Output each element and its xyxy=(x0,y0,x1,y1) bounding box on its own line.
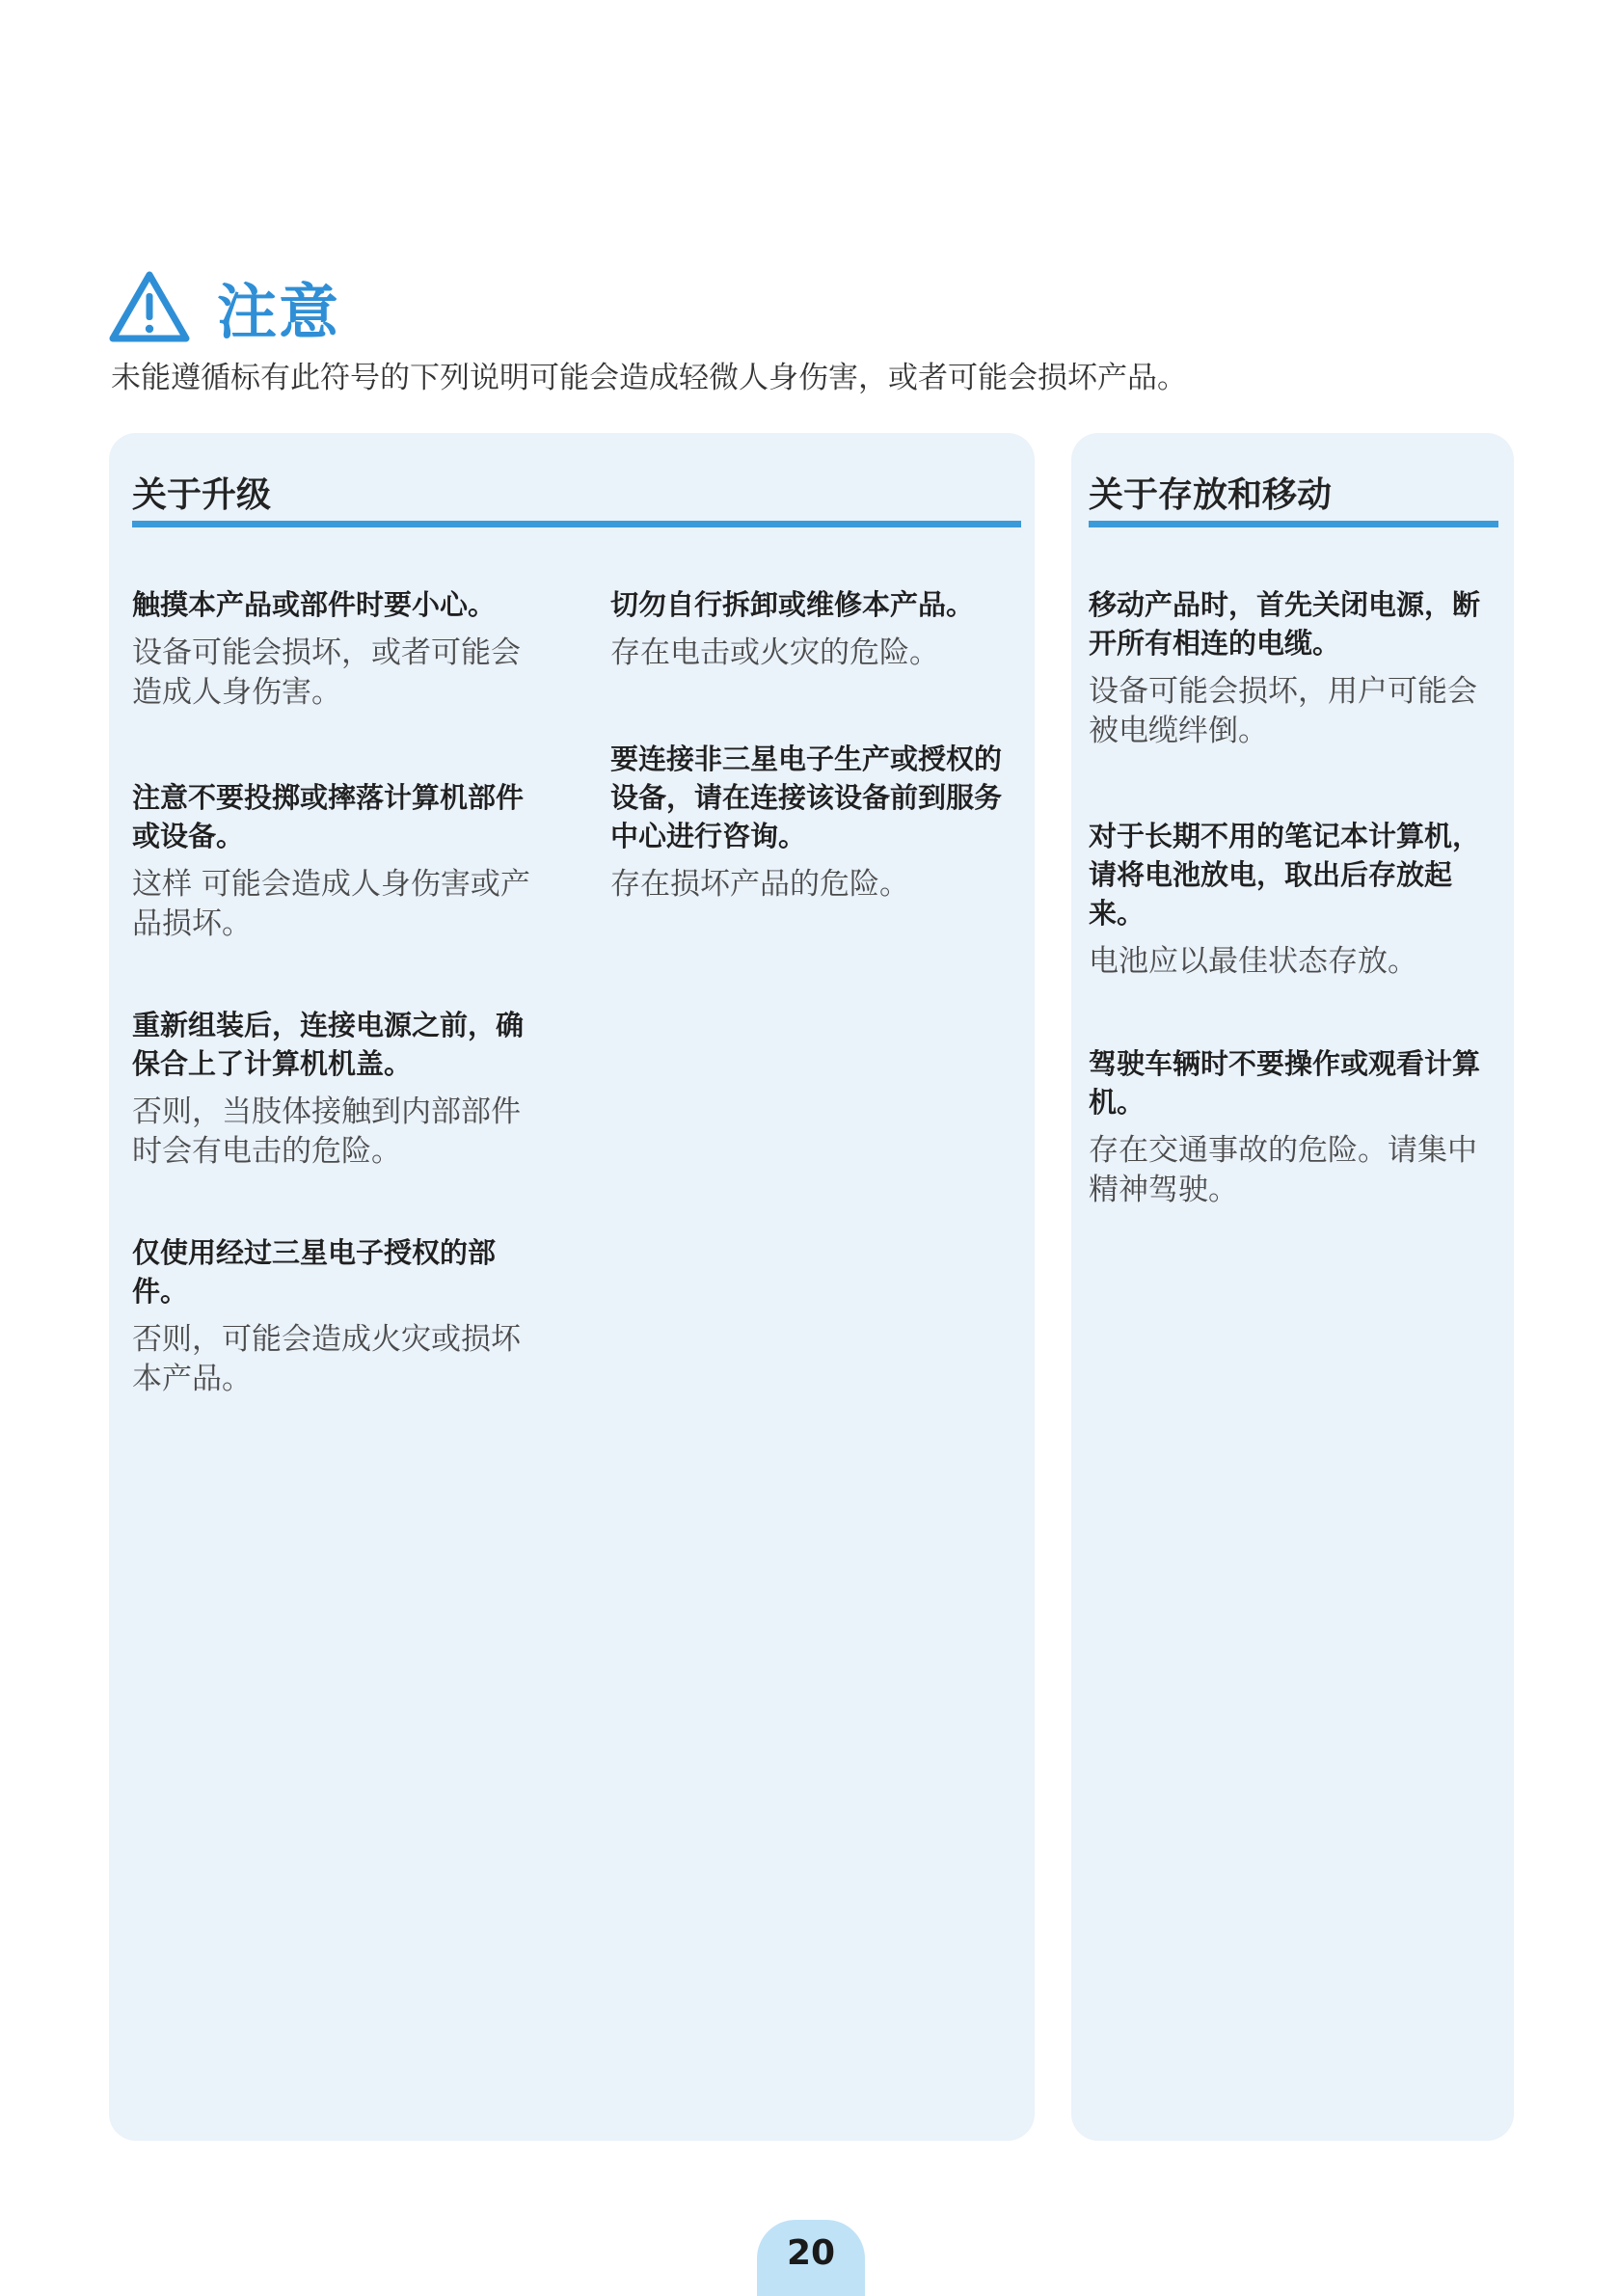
item-heading: 注意不要投掷或摔落计算机部件或设备。 xyxy=(132,781,525,852)
item-text: 存在交通事故的危险。请集中精神驾驶。 xyxy=(1089,1133,1477,1207)
warning-triangle-icon xyxy=(109,270,190,343)
item-text: 电池应以最佳状态存放。 xyxy=(1089,944,1417,979)
page-number-badge xyxy=(757,2220,865,2296)
storage-item-1 xyxy=(1089,585,1498,751)
upgrade-item-5 xyxy=(610,585,1015,673)
item-heading: 驾驶车辆时不要操作或观看计算机。 xyxy=(1089,1047,1481,1119)
storage-item-2 xyxy=(1089,817,1498,982)
upgrade-item-3 xyxy=(132,1006,547,1172)
upgrade-panel xyxy=(109,433,1035,2141)
item-heading: 仅使用经过三星电子授权的部件。 xyxy=(132,1236,497,1308)
item-heading: 触摸本产品或部件时要小心。 xyxy=(132,588,497,621)
item-text: 设备可能会损坏，用户可能会被电缆绊倒。 xyxy=(1089,674,1477,748)
caution-subtitle: 未能遵循标有此符号的下列说明可能会造成轻微人身伤害，或者可能会损坏产品。 xyxy=(111,361,1187,395)
item-heading: 对于长期不用的笔记本计算机，请将电池放电，取出后存放起来。 xyxy=(1089,820,1481,930)
item-heading: 要连接非三星电子生产或授权的设备，请在连接该设备前到服务中心进行咨询。 xyxy=(610,743,1003,852)
upgrade-title-rule xyxy=(132,521,1021,527)
upgrade-item-4 xyxy=(132,1233,547,1399)
upgrade-panel-title: 关于升级 xyxy=(132,475,272,515)
storage-item-3 xyxy=(1089,1044,1498,1210)
item-text: 存在电击或火灾的危险。 xyxy=(610,635,939,670)
upgrade-item-1 xyxy=(132,585,547,713)
upgrade-item-6 xyxy=(610,740,1015,905)
item-text: 否则，可能会造成火灾或损坏本产品。 xyxy=(132,1322,521,1396)
item-text: 这样 可能会造成人身伤害或产品损坏。 xyxy=(132,867,530,941)
item-heading: 移动产品时，首先关闭电源，断开所有相连的电缆。 xyxy=(1089,588,1481,660)
page-number: 20 xyxy=(786,2233,836,2273)
item-text: 设备可能会损坏，或者可能会造成人身伤害。 xyxy=(132,635,521,710)
storage-panel xyxy=(1071,433,1514,2141)
item-heading: 切勿自行拆卸或维修本产品。 xyxy=(610,588,975,621)
storage-title-rule xyxy=(1089,521,1498,527)
storage-panel-title: 关于存放和移动 xyxy=(1089,475,1333,515)
caution-title: 注意 xyxy=(217,276,341,347)
item-text: 存在损坏产品的危险。 xyxy=(610,867,909,902)
item-text: 否则，当肢体接触到内部部件时会有电击的危险。 xyxy=(132,1094,521,1169)
caution-header xyxy=(109,268,340,345)
item-heading: 重新组装后，连接电源之前，确保合上了计算机机盖。 xyxy=(132,1009,525,1080)
upgrade-item-2 xyxy=(132,778,547,944)
